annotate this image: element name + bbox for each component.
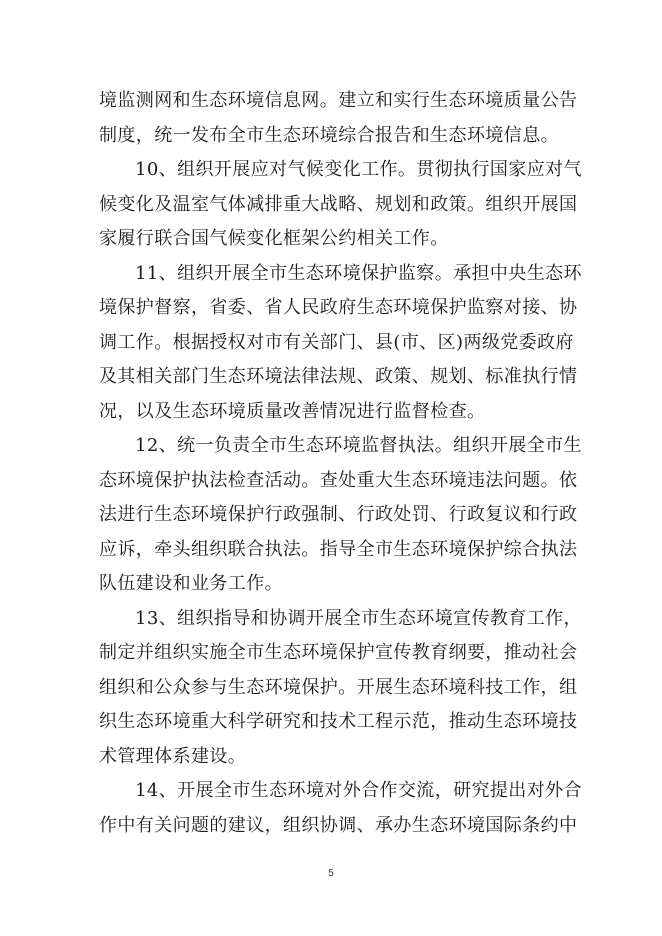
text-line: 态环境保护执法检查活动。查处重大生态环境违法问题。依 — [99, 469, 578, 491]
text-line: 13、组织指导和协调开展全市生态环境宣传教育工作， — [135, 607, 582, 629]
text-line: 境监测网和生态环境信息网。建立和实行生态环境质量公告 — [99, 90, 578, 111]
text-line: 及其相关部门生态环境法律法规、政策、规划、标准执行情 — [99, 366, 578, 387]
text-line: 应诉，牵头组织联合执法。指导全市生态环境保护综合执法 — [99, 538, 578, 560]
text-line: 制定并组织实施全市生态环境保护宣传教育纲要，推动社会 — [99, 642, 578, 663]
text-line: 作中有关问题的建议，组织协调、承办生态环境国际条约中 — [99, 814, 578, 836]
text-line: 术管理体系建设。 — [99, 745, 247, 767]
text-line: 候变化及温室气体减排重大战略、规划和政策。组织开展国 — [99, 193, 578, 215]
text-line: 10、组织开展应对气候变化工作。贯彻执行国家应对气 — [135, 159, 582, 180]
text-line: 织生态环境重大科学研究和技术工程示范，推动生态环境技 — [99, 711, 578, 732]
text-line: 家履行联合国气候变化框架公约相关工作。 — [99, 228, 449, 249]
paragraph-continued — [99, 84, 578, 153]
text-line: 14、开展全市生态环境对外合作交流，研究提出对外合 — [135, 780, 582, 801]
text-line: 12、统一负责全市生态环境监督执法。组织开展全市生 — [135, 435, 582, 456]
document-body — [99, 84, 582, 843]
paragraph-item-11 — [99, 257, 582, 430]
text-line: 队伍建设和业务工作。 — [99, 573, 283, 594]
paragraph-item-13 — [99, 602, 582, 775]
paragraph-item-10 — [99, 153, 582, 257]
text-line: 况，以及生态环境质量改善情况进行监督检查。 — [99, 400, 486, 422]
text-line: 调工作。根据授权对市有关部门、县(市、区)两级党委政府 — [99, 331, 574, 353]
text-line: 11、组织开展全市生态环境保护监察。承担中央生态环 — [135, 262, 582, 284]
text-line: 境保护督察，省委、省人民政府生态环境保护监察对接、协 — [99, 297, 578, 318]
page-number: 5 — [328, 868, 334, 879]
text-line: 法进行生态环境保护行政强制、行政处罚、行政复议和行政 — [99, 504, 578, 525]
paragraph-item-12 — [99, 429, 582, 602]
text-line: 组织和公众参与生态环境保护。开展生态环境科技工作，组 — [99, 676, 578, 698]
paragraph-item-14 — [99, 774, 582, 843]
text-line: 制度，统一发布全市生态环境综合报告和生态环境信息。 — [99, 124, 559, 146]
